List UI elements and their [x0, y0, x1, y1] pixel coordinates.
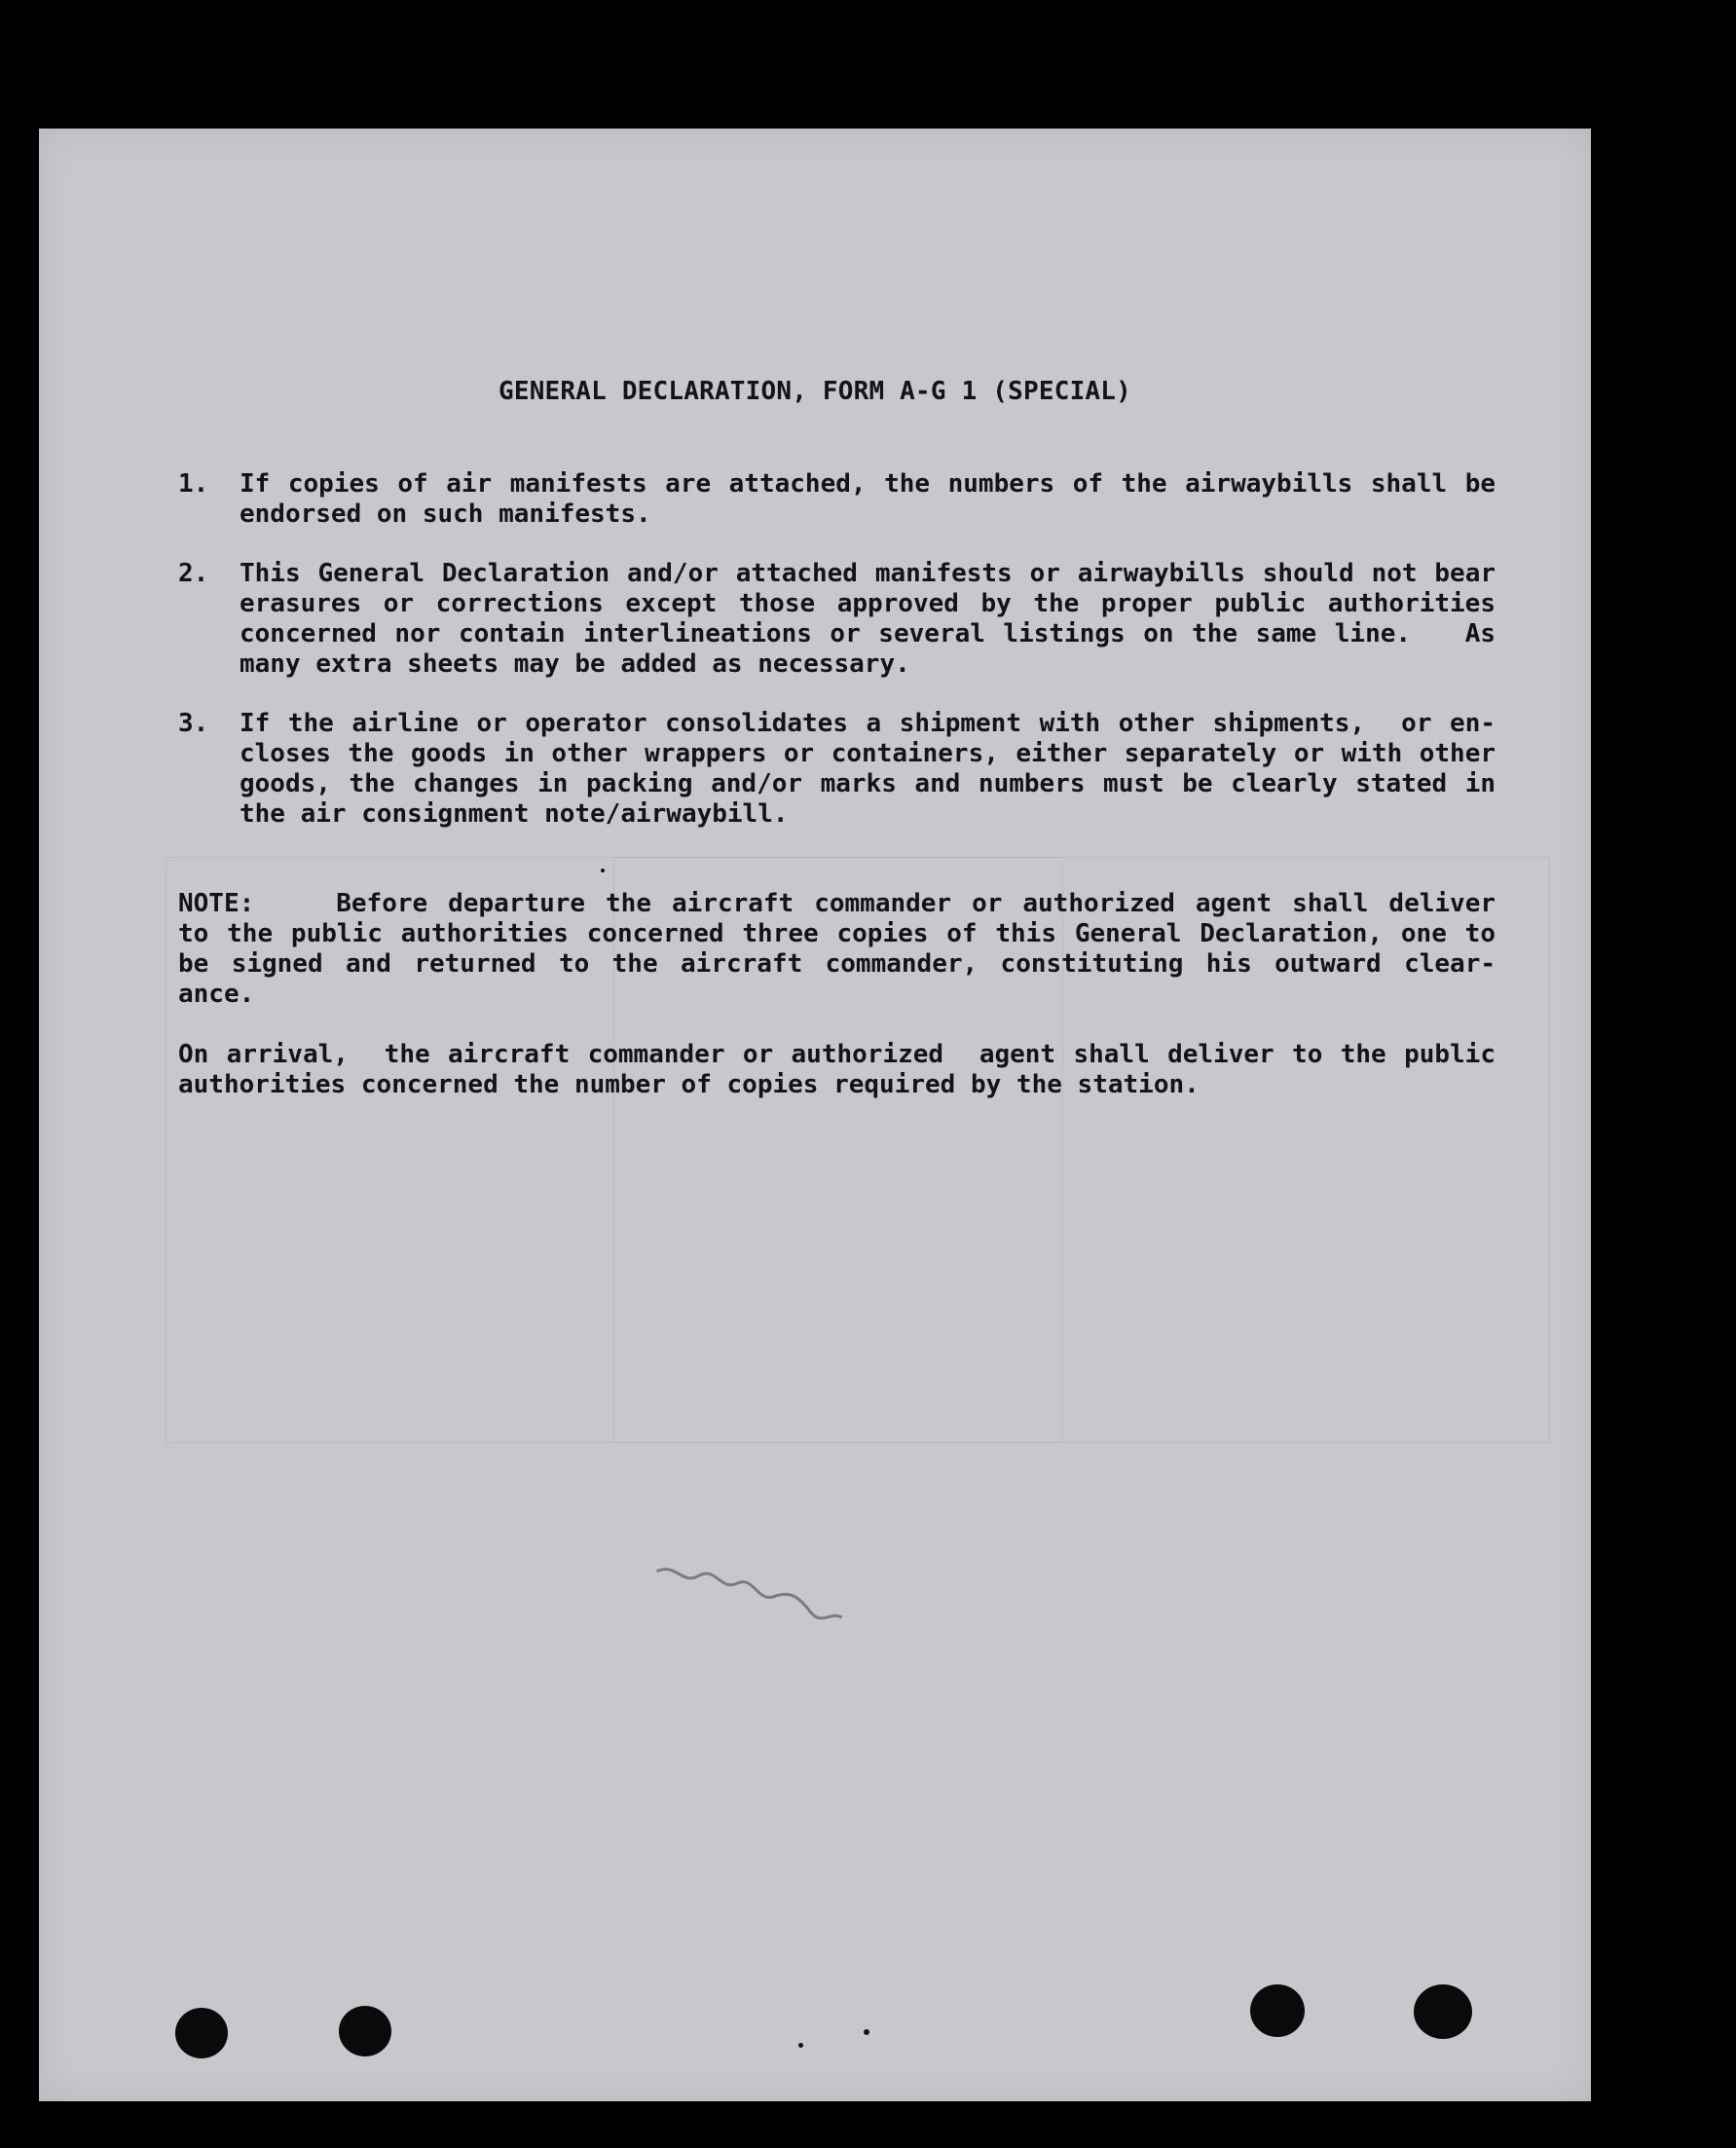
note-line: ance. — [178, 980, 255, 1009]
dust-speck — [601, 869, 605, 872]
signature-scribble-icon — [652, 1554, 848, 1629]
item-body — [240, 469, 1496, 530]
binder-hole-icon — [1414, 1984, 1472, 2039]
item-line: the air consignment note/airwaybill. — [240, 799, 789, 829]
item-line: erasures or corrections except those approved by the proper public authorities — [240, 589, 1496, 618]
item-line: If the airline or operator consolidates a shipment with other shipments, or en- — [240, 709, 1496, 738]
binder-hole-icon — [1250, 1984, 1305, 2037]
bleed-through-signature — [652, 1554, 868, 1634]
arrival-paragraph — [178, 1040, 1496, 1100]
item-line: goods, the changes in packing and/or marks and numbers must be clearly stated in — [240, 769, 1496, 798]
arrival-line: authorities concerned the number of copies required by the station. — [178, 1070, 1200, 1099]
dust-speck — [798, 2043, 803, 2048]
item-line: If copies of air manifests are attached, the numbers of the airwaybills shall be — [240, 469, 1496, 499]
item-number: 1. — [178, 469, 209, 499]
item-number: 3. — [178, 709, 209, 738]
note-paragraph — [178, 889, 1496, 1010]
arrival-line: On arrival, the aircraft commander or authorized agent shall deliver to the public — [178, 1040, 1496, 1069]
binder-hole-icon — [339, 2006, 391, 2056]
binder-hole-icon — [175, 2008, 228, 2058]
note-line: NOTE: Before departure the aircraft commander or authorized agent shall deliver — [178, 889, 1496, 918]
item-line: This General Declaration and/or attached manifests or airwaybills should not bear — [240, 559, 1496, 588]
document-title: GENERAL DECLARATION, FORM A-G 1 (SPECIAL) — [499, 377, 1131, 406]
item-line: closes the goods in other wrappers or containers, either separately or with other — [240, 739, 1496, 768]
document-page — [39, 129, 1591, 2101]
item-body — [240, 709, 1496, 830]
item-line: endorsed on such manifests. — [240, 500, 651, 529]
item-body — [240, 559, 1496, 680]
item-line: many extra sheets may be added as necessary. — [240, 649, 910, 679]
item-line: concerned nor contain interlineations or several listings on the same line. As — [240, 619, 1496, 648]
item-number: 2. — [178, 559, 209, 588]
dust-speck — [864, 2029, 869, 2035]
note-line: be signed and returned to the aircraft commander, constituting his outward clear- — [178, 949, 1496, 979]
note-line: to the public authorities concerned three copies of this General Declaration, one to — [178, 919, 1496, 948]
